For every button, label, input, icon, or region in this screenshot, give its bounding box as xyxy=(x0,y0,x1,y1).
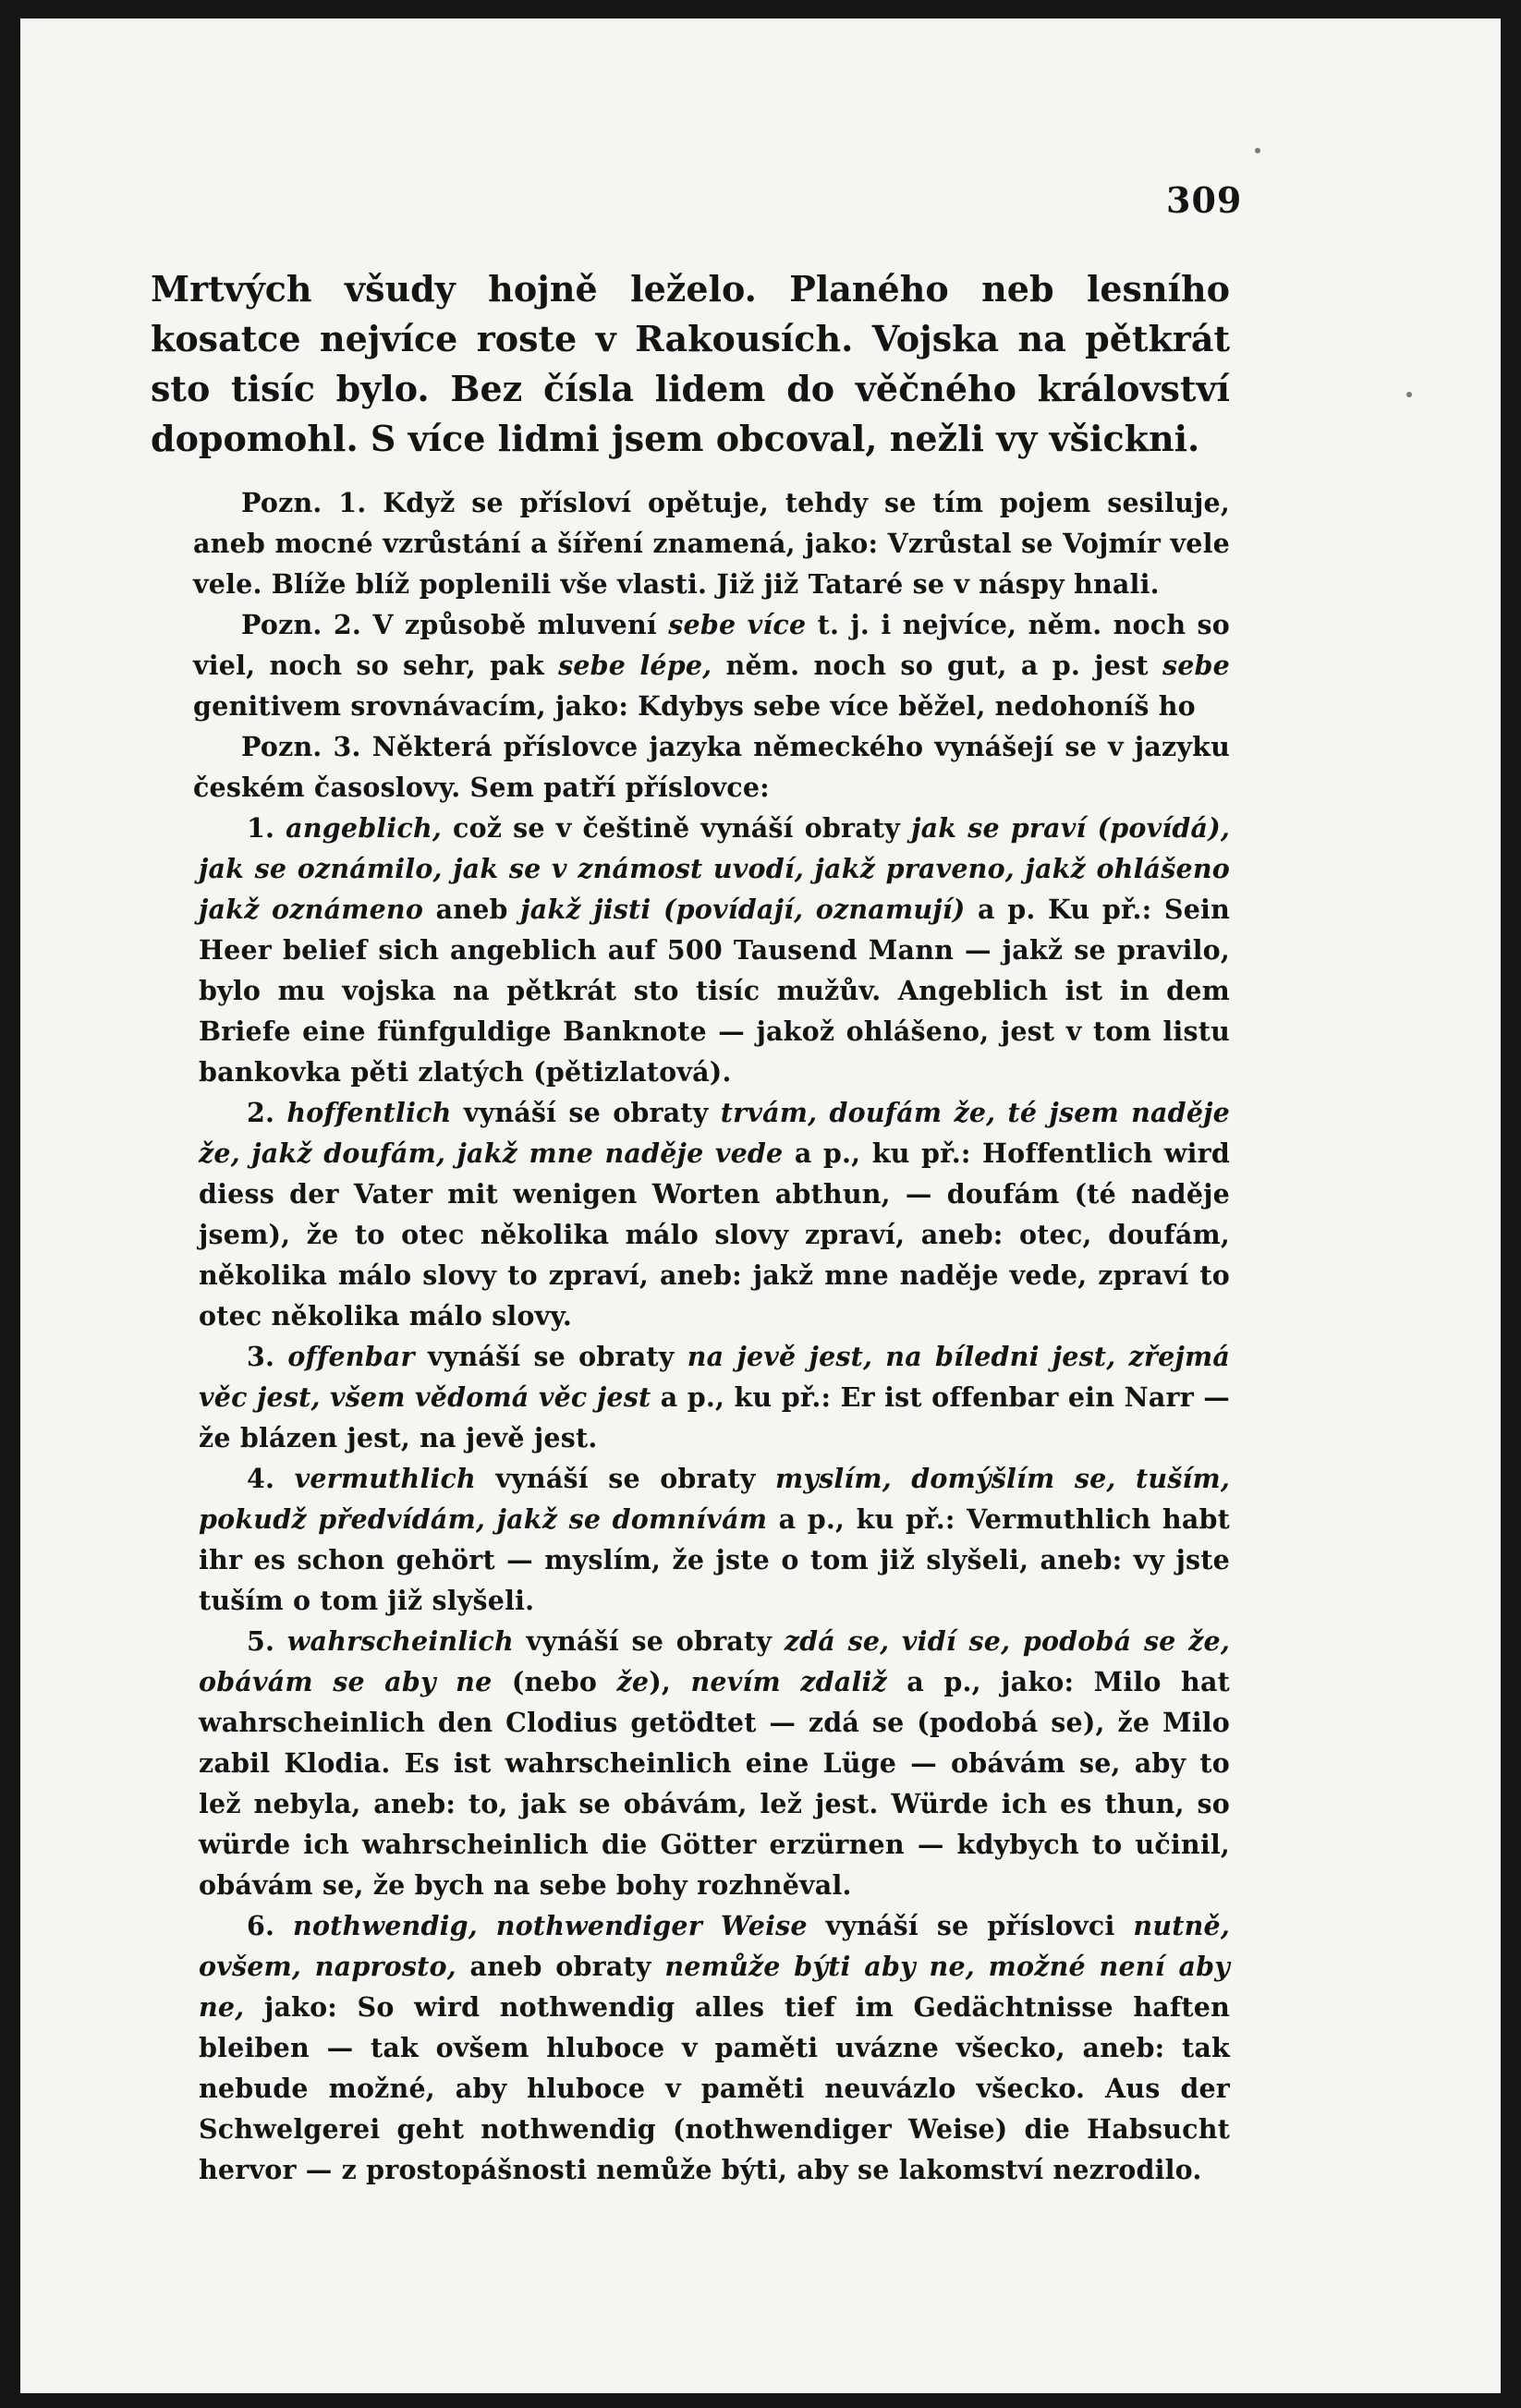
note-text: Když se přísloví opětuje, tehdy se tím pojem sesiluje, aneb mocné vzrůstání a šíření znamená, jako: Vzrůstal se Vojmír vele vele. Blíže blíž poplenili vše vlasti. Již již Tataré se v náspy hnali. xyxy=(193,487,1230,600)
italic-term: myslím, domýšlím se, tuším, pokudž předvídám, jakž se domnívám xyxy=(199,1463,1230,1535)
main-text-block xyxy=(151,264,1230,464)
text-run: a p. Ku př.: Sein Heer belief sich angeblich auf 500 Tausend Mann — jakž se pravilo, bylo mu vojska na pětkrát sto tisíc mužův. Angeblich ist in dem Briefe eine fünfguldige Banknote — jakož ohlášeno, jest v tom listu bankovka pěti zlatých (pětizlatová). xyxy=(199,894,1230,1088)
text-run: V způsobě mluvení xyxy=(372,609,669,640)
italic-term: trvám, doufám že, té jsem naděje že, jakž doufám, jakž mne naděje vede xyxy=(199,1097,1230,1169)
italic-term: na jevě jest, na bíledni jest, zřejmá věc jest, všem vědomá věc jest xyxy=(199,1341,1231,1413)
dust-speck xyxy=(1255,148,1260,153)
text-run: ), xyxy=(649,1666,691,1697)
text-run: vynáší se obraty xyxy=(451,1097,721,1128)
italic-term: nemůže býti aby ne, možné není aby ne, xyxy=(199,1951,1230,2023)
note-label: Pozn. 1. xyxy=(241,487,367,518)
text-run: genitivem srovnávacím, jako: Kdybys sebe více běžel, nedohoníš ho xyxy=(193,690,1196,722)
note-2 xyxy=(193,604,1230,726)
text-run: 6. xyxy=(247,1910,294,1941)
note-label: Pozn. 2. xyxy=(241,609,361,640)
italic-term: že xyxy=(616,1666,650,1697)
italic-term: jak se praví (povídá), jak se oznámilo, jak se v známost uvodí, jakž praveno, jakž ohlášeno jakž oznámeno xyxy=(199,812,1231,925)
page-number: 309 xyxy=(1166,179,1243,221)
text-run: jako: So wird nothwendig alles tief im Gedächtnisse haften bleiben — tak ovšem hluboce v paměti uvázne všecko, aneb: tak nebude možné, aby hluboce v paměti neuvázlo všecko. Aus der Schwelgerei geht nothwendig (nothwendiger Weise) die Habsucht hervor — z prostopášnosti nemůže býti, aby se lakomství nezrodilo. xyxy=(199,1991,1230,2185)
notes-section xyxy=(193,482,1231,2190)
italic-term: sebe xyxy=(1162,650,1230,681)
list-item-vermuthlich xyxy=(199,1458,1230,1621)
main-paragraph: Mrtvých všudy hojně leželo. Planého neb lesního kosatce nejvíce roste v Rakousích. Vojska na pětkrát sto tisíc bylo. Bez čísla lidem do věčného království dopomohl. S více lidmi jsem obcoval, nežli vy všickni. xyxy=(151,268,1230,459)
text-run: aneb obraty xyxy=(456,1951,665,1982)
text-run: vynáší se obraty xyxy=(414,1341,687,1372)
list-item-offenbar xyxy=(199,1336,1230,1458)
italic-term: zdá se, vidí se, podobá se že, obávám se aby ne xyxy=(199,1625,1230,1697)
note-text: Některá příslovce jazyka německého vynášejí se v jazyku českém časoslovy. Sem patří příslovce: xyxy=(193,731,1230,803)
text-run: (nebo xyxy=(492,1666,617,1697)
text-run: 4. xyxy=(247,1463,295,1494)
italic-term: nevím zdaliž xyxy=(690,1666,887,1697)
italic-term: offenbar xyxy=(287,1341,415,1372)
italic-term: nutně, ovšem, naprosto, xyxy=(199,1910,1230,1982)
dust-speck xyxy=(1406,392,1412,397)
text-run: což se v češtině vynáší obraty xyxy=(442,812,912,844)
text-run: vynáší se příslovci xyxy=(807,1910,1134,1941)
italic-term: vermuthlich xyxy=(294,1463,476,1494)
list-item-hoffentlich xyxy=(199,1092,1230,1336)
text-run: t. j. i nejvíce, něm. noch so viel, noch so sehr, pak xyxy=(193,609,1231,681)
list-item-angeblich xyxy=(199,808,1230,1092)
note-1 xyxy=(193,482,1230,604)
text-run: něm. noch so gut, a p. jest xyxy=(712,650,1162,681)
text-run: a p., ku př.: Hoffentlich wird diess der Vater mit wenigen Worten abthun, — doufám (té naděje jsem), že to otec několika málo slovy zpraví, aneb: otec, doufám, několika málo slovy to zpraví, aneb: jakž mne naděje vede, zpraví to otec několika málo slovy. xyxy=(199,1137,1230,1332)
italic-term: sebe více xyxy=(668,609,807,640)
text-run: vynáší se obraty xyxy=(475,1463,775,1494)
text-run: 1. xyxy=(247,812,286,844)
list-item-nothwendig xyxy=(199,1905,1230,2190)
text-run: a p., jako: Milo hat wahrscheinlich den Clodius getödtet — zdá se (podobá se), že Milo zabil Klodia. Es ist wahrscheinlich eine Lüge — obávám se, aby to lež nebyla, aneb: to, jak se obávám, lež jest. Würde ich es thun, so würde ich wahrscheinlich die Götter erzürnen — kdybych to učinil, obávám se, že bych na sebe bohy rozhněval. xyxy=(199,1666,1230,1901)
italic-term: angeblich, xyxy=(286,812,442,844)
italic-term: wahrscheinlich xyxy=(286,1625,514,1657)
italic-term: hoffentlich xyxy=(286,1097,452,1128)
list-item-wahrscheinlich xyxy=(199,1621,1230,1905)
text-run: 2. xyxy=(247,1097,287,1128)
note-label: Pozn. 3. xyxy=(241,731,361,762)
note-3 xyxy=(193,726,1230,808)
italic-term: jakž jisti (povídají, oznamují) xyxy=(520,894,966,925)
text-run: vynáší se obraty xyxy=(513,1625,785,1657)
italic-term: sebe lépe, xyxy=(558,650,712,681)
text-run: aneb xyxy=(423,894,521,925)
text-run: 5. xyxy=(247,1625,287,1657)
text-run: 3. xyxy=(247,1341,288,1372)
text-run: a p., ku př.: Vermuthlich habt ihr es schon gehört — myslím, že jste o tom již slyšeli, aneb: vy jste tuším o tom již slyšeli. xyxy=(199,1503,1230,1616)
text-run: a p., ku př.: Er ist offenbar ein Narr — že blázen jest, na jevě jest. xyxy=(199,1381,1230,1453)
italic-term: nothwendig, nothwendiger Weise xyxy=(293,1910,808,1941)
